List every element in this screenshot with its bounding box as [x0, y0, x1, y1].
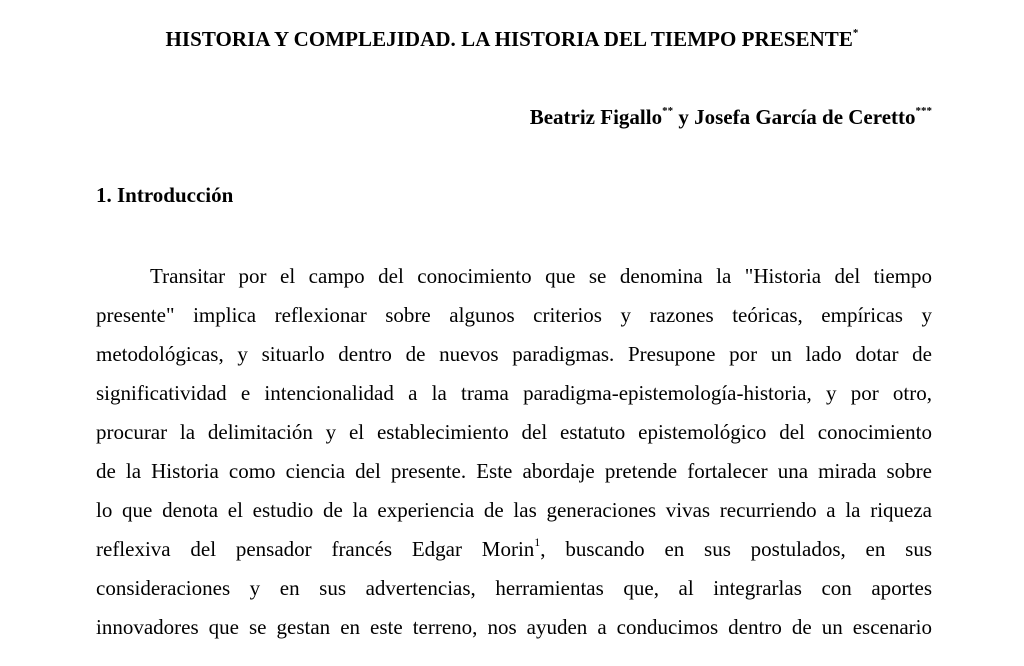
footnote-reference-1[interactable]: 1: [534, 535, 541, 549]
author-connector: y: [673, 105, 695, 129]
paragraph-line: consideraciones y en sus advertencias, herramientas que, al integrarlas con aportes: [96, 576, 932, 600]
body-paragraph: [96, 257, 932, 647]
document-title: [0, 24, 1024, 54]
author-2-name: Josefa García de Ceretto: [694, 105, 916, 129]
paragraph-line: procurar la delimitación y el establecimiento del estatuto epistemológico del conocimiento: [96, 420, 932, 444]
paragraph-line: innovadores que se gestan en este terreno, nos ayuden a conducimos dentro de un escenario: [96, 615, 932, 639]
author-1-name: Beatriz Figallo: [529, 105, 663, 129]
line-text-after-footnote: , buscando en sus postulados, en sus: [540, 537, 933, 561]
author-line: [530, 102, 932, 132]
author-1-footnote-mark: **: [662, 105, 674, 117]
author-2-footnote-mark: ***: [915, 105, 932, 117]
paragraph-line: metodológicas, y situarlo dentro de nuevos paradigmas. Presupone por un lado dotar de: [96, 342, 932, 366]
paragraph-line: significatividad e intencionalidad a la trama paradigma-epistemología-historia, y por otro,: [96, 381, 932, 405]
title-text: HISTORIA Y COMPLEJIDAD. LA HISTORIA DEL TIEMPO PRESENTE: [165, 27, 853, 51]
title-footnote-mark: *: [852, 27, 859, 39]
paragraph-line: lo que denota el estudio de la experiencia de las generaciones vivas recurriendo a la riqueza: [96, 498, 932, 522]
paragraph-line: de la Historia como ciencia del presente. Este abordaje pretende fortalecer una mirada sobre: [96, 459, 932, 483]
paragraph-line: presente" implica reflexionar sobre algunos criterios y razones teóricas, empíricas y: [96, 303, 932, 327]
section-heading: 1. Introducción: [96, 183, 234, 207]
paragraph-line-with-footnote: [96, 530, 932, 569]
line-text-before-footnote: reflexiva del pensador francés Edgar Morin: [96, 537, 535, 561]
paragraph-line: Transitar por el campo del conocimiento que se denomina la "Historia del tiempo: [150, 264, 932, 288]
